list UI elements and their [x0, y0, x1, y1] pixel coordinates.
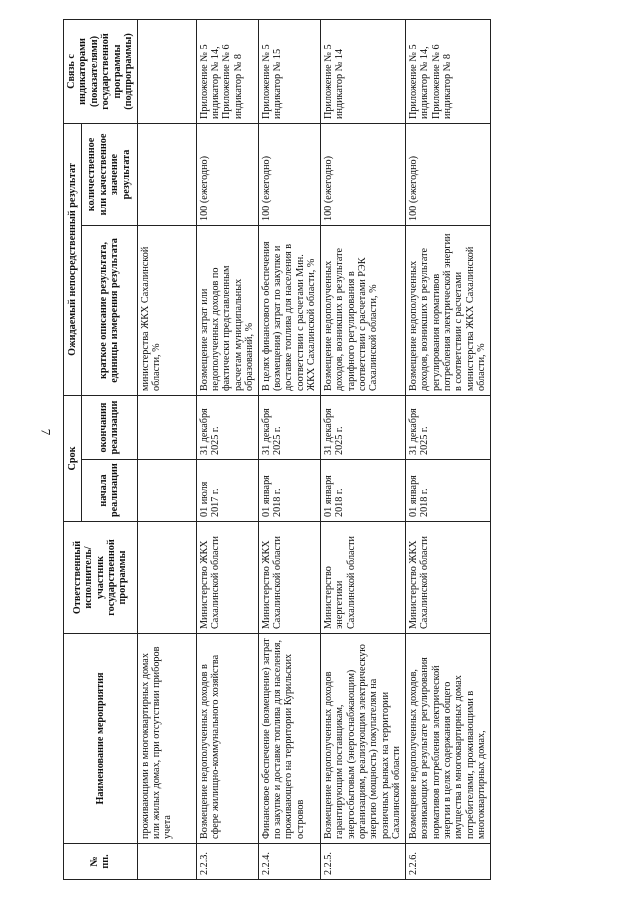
cell-link: [137, 20, 196, 124]
cell-num: 2.2.6.: [405, 844, 490, 880]
cell-start: 01 января 2018 г.: [320, 460, 405, 522]
cell-num: 2.2.4.: [258, 844, 320, 880]
cell-start: 01 июля 2017 г.: [196, 460, 258, 522]
cell-link: Приложение № 5 индикатор № 14, Приложение № 6 индикатор № 8: [196, 20, 258, 124]
activities-table: [63, 19, 491, 880]
header-term: Срок: [64, 396, 82, 522]
header-result-value: количественное или качественное значение результата: [81, 124, 137, 226]
cell-value: 100 (ежегодно): [320, 124, 405, 226]
cell-num: 2.2.5.: [320, 844, 405, 880]
cell-num: [137, 844, 196, 880]
cell-executor: Министерство ЖКХ Сахалинской области: [258, 522, 320, 634]
cell-executor: Министерство энергетики Сахалинской области: [320, 522, 405, 634]
table-row: [405, 20, 490, 880]
cell-executor: [137, 522, 196, 634]
cell-name: проживающими в многоквартирных домах или жилых домах, при отсутствии приборов учета: [137, 634, 196, 844]
header-link: Связь с индикаторами (показателями) государственной программы (подпрограммы): [64, 20, 138, 124]
table-row: [320, 20, 405, 880]
header-name: Наименование мероприятия: [64, 634, 138, 844]
header-executor: Ответственный исполнитель/участник государственной программы: [64, 522, 138, 634]
cell-link: Приложение № 5 индикатор № 14: [320, 20, 405, 124]
cell-executor: Министерство ЖКХ Сахалинской области: [196, 522, 258, 634]
cell-value: [137, 124, 196, 226]
header-num: № пп.: [64, 844, 138, 880]
header-result-desc: краткое описание результата, единицы измерения результата: [81, 226, 137, 396]
cell-end: 31 декабря 2025 г.: [405, 396, 490, 460]
cell-end: 31 декабря 2025 г.: [320, 396, 405, 460]
cell-name: Финансовое обеспечение (возмещение) затрат по закупке и доставке топлива для населения, проживающего на территории Курильских островов: [258, 634, 320, 844]
cell-end: [137, 396, 196, 460]
cell-num: 2.2.3.: [196, 844, 258, 880]
cell-start: [137, 460, 196, 522]
cell-desc: Возмещение затрат или недополученных доходов по фактически представленным расчетам муниципальных образований, %: [196, 226, 258, 396]
cell-desc: В целях финансового обеспечения (возмещения) затрат по закупке и доставке топлива для населения в соответствии с расчетами Мин. ЖКХ Сахалинской области, %: [258, 226, 320, 396]
header-end: окончания реализации: [81, 396, 137, 460]
cell-executor: Министерство ЖКХ Сахалинской области: [405, 522, 490, 634]
cell-desc: Возмещение недополученных доходов, возникших в результате регулирования нормативов потребления электрической энергии в соответствии с расчетами министерства ЖКХ Сахалинской области, %: [405, 226, 490, 396]
page-number: 7: [38, 428, 54, 436]
cell-desc: министерства ЖКХ Сахалинской области, %: [137, 226, 196, 396]
table-row: [196, 20, 258, 880]
cell-value: 100 (ежегодно): [196, 124, 258, 226]
cell-name: Возмещение недополученных доходов гарантирующим поставщикам, энергосбытовым (энергоснабжающим) организациям, реализующим электрическую энергию (мощность) покупателям на розничных рынках на территории Сахалинской области: [320, 634, 405, 844]
cell-link: Приложение № 5 индикатор № 15: [258, 20, 320, 124]
header-row-top: [64, 20, 82, 880]
cell-start: 01 января 2018 г.: [405, 460, 490, 522]
cell-end: 31 декабря 2025 г.: [258, 396, 320, 460]
cell-name: Возмещение недополученных доходов в сфере жилищно-коммунального хозяйства: [196, 634, 258, 844]
cell-name: Возмещение недополученных доходов, возникающих в результате регулирования нормативов потребления электрической энергии в целях содержания общего имущества в многоквартирных домах потребителями, проживающими в многоквартирных домах,: [405, 634, 490, 844]
cell-end: 31 декабря 2025 г.: [196, 396, 258, 460]
header-result: Ожидаемый непосредственный результат: [64, 124, 82, 396]
cell-start: 01 января 2018 г.: [258, 460, 320, 522]
header-start: начала реализации: [81, 460, 137, 522]
cell-link: Приложение № 5 индикатор № 14, Приложение № 6 индикатор № 8: [405, 20, 490, 124]
cell-value: 100 (ежегодно): [258, 124, 320, 226]
rotated-table-frame: [63, 20, 613, 880]
table-row: [137, 20, 196, 880]
cell-value: 100 (ежегодно): [405, 124, 490, 226]
table-row: [258, 20, 320, 880]
cell-desc: Возмещение недополученных доходов, возникших в результате тарифного регулирования в соответствии с расчетами РЭК Сахалинской области, %: [320, 226, 405, 396]
